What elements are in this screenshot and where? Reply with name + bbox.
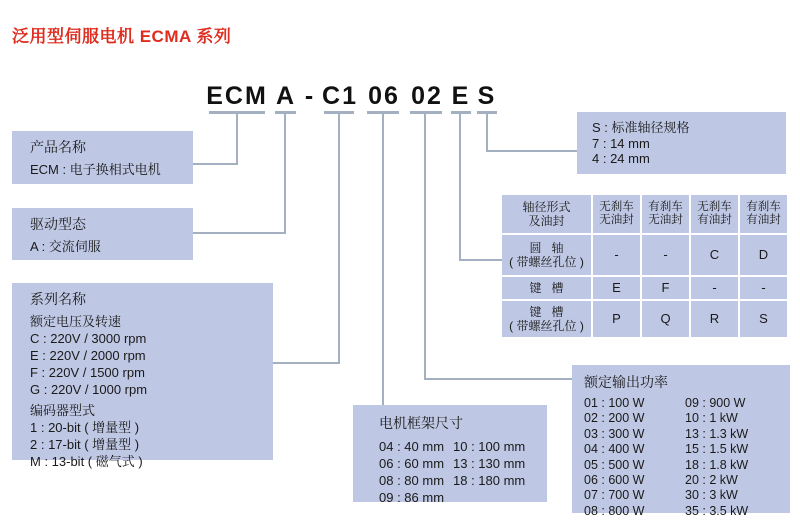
cell-value: D <box>758 247 769 262</box>
frame-size-item: 04 : 40 mm <box>379 439 445 454</box>
code-segment-ecm: ECM <box>206 82 268 110</box>
row-label-line: 键 槽 <box>529 281 564 295</box>
header-line: 无油封 <box>599 214 634 226</box>
frame-size-column-1 <box>379 438 444 506</box>
corner-line: 轴径形式 <box>522 200 571 214</box>
output-power-item: 35 : 3.5 kW <box>685 503 749 518</box>
encoder-item: M : 13-bit ( 磁气式 ) <box>30 454 143 469</box>
table-cell <box>593 235 640 275</box>
cell-value: - <box>614 247 619 262</box>
encoder-subtitle: 编码器型式 <box>30 403 96 418</box>
header-line: 有刹车 <box>746 200 781 213</box>
table-cell <box>642 235 689 275</box>
table-cell <box>740 235 787 275</box>
header-line: 无刹车 <box>697 200 732 213</box>
drive-type-title: 驱动型态 <box>30 216 86 232</box>
output-power-item: 30 : 3 kW <box>685 488 738 503</box>
frame-size-item: 08 : 80 mm <box>379 473 445 488</box>
encoder-item: 1 : 20-bit ( 增量型 ) <box>30 420 140 435</box>
shaft-oil-seal-table <box>502 195 787 337</box>
output-power-item: 09 : 900 W <box>685 396 746 410</box>
cell-value: - <box>712 280 717 295</box>
connector-ecm-vertical <box>236 111 238 165</box>
table-corner-cell <box>502 195 591 233</box>
frame-size-item: 13 : 130 mm <box>453 456 526 471</box>
connector-c1-vertical <box>338 111 340 364</box>
table-cell <box>642 301 689 337</box>
encoder-item: 2 : 17-bit ( 增量型 ) <box>30 437 140 452</box>
box-series-name <box>12 283 273 469</box>
frame-size-title: 电机框架尺寸 <box>379 415 463 431</box>
connector-a-vertical <box>284 111 286 234</box>
code-segment-a: A <box>275 82 297 110</box>
box-output-power <box>572 365 790 518</box>
table-header-cell <box>740 195 787 233</box>
shaft-spec-line: 4 : 24 mm <box>592 151 650 166</box>
table-cell <box>691 277 738 299</box>
connector-s-vertical <box>486 111 488 152</box>
code-segment-s: S <box>477 82 497 110</box>
cell-value: - <box>761 280 766 295</box>
series-name-title: 系列名称 <box>30 291 86 307</box>
connector-06-vertical <box>382 111 384 406</box>
code-segment-e: E <box>451 82 471 110</box>
code-segment-06: 06 <box>368 82 400 110</box>
output-power-item: 15 : 1.5 kW <box>685 442 749 457</box>
header-line: 无刹车 <box>599 200 634 213</box>
voltage-item: E : 220V / 2000 rpm <box>30 348 146 363</box>
code-underline-02 <box>410 111 442 114</box>
table-cell <box>593 277 640 299</box>
product-name-line: ECM : 电子换相式电机 <box>30 162 161 177</box>
output-power-column-2 <box>685 396 748 519</box>
table-header-cell <box>593 195 640 233</box>
box-drive-type <box>12 208 193 260</box>
output-power-item: 01 : 100 W <box>584 396 645 410</box>
box-shaft-spec <box>577 112 786 174</box>
product-name-title: 产品名称 <box>30 139 86 155</box>
shaft-spec-line: 7 : 14 mm <box>592 135 650 151</box>
shaft-spec-line: S : 标准轴径规格 <box>592 120 690 135</box>
table-row-label <box>502 301 591 337</box>
output-power-item: 02 : 200 W <box>584 411 645 426</box>
output-power-item: 06 : 600 W <box>584 473 645 488</box>
table-cell <box>642 277 689 299</box>
connector-02-vertical <box>424 111 426 380</box>
header-line: 有刹车 <box>648 200 683 213</box>
table-row-label <box>502 277 591 299</box>
header-line: 无油封 <box>648 214 683 226</box>
header-line: 有油封 <box>697 214 732 226</box>
voltage-item: C : 220V / 3000 rpm <box>30 331 147 346</box>
code-underline-e <box>451 111 471 114</box>
frame-size-item: 18 : 180 mm <box>453 473 526 488</box>
cell-value: E <box>612 280 621 295</box>
output-power-title: 额定输出功率 <box>584 374 668 390</box>
output-power-item: 13 : 1.3 kW <box>685 426 749 441</box>
connector-02-horizontal <box>424 378 572 380</box>
connector-e-vertical <box>459 111 461 261</box>
connector-s-horizontal <box>486 150 577 152</box>
cell-value: R <box>709 311 720 326</box>
corner-line: 及油封 <box>528 214 565 228</box>
drive-type-line: A : 交流伺服 <box>30 239 101 254</box>
cell-value: P <box>612 311 621 326</box>
code-segment-02: 02 <box>411 82 443 110</box>
frame-size-item: 09 : 86 mm <box>379 490 445 505</box>
connector-c1-horizontal <box>273 362 340 364</box>
output-power-item: 05 : 500 W <box>584 457 645 472</box>
box-frame-size <box>353 405 547 505</box>
output-power-item: 04 : 400 W <box>584 442 645 457</box>
frame-size-item: 06 : 60 mm <box>379 456 445 471</box>
table-cell <box>691 235 738 275</box>
voltage-item: F : 220V / 1500 rpm <box>30 365 145 380</box>
code-segment-c1: C1 <box>322 82 358 110</box>
row-label-line: 圆 轴 <box>529 241 564 255</box>
table-cell <box>740 277 787 299</box>
row-label-line: 键 槽 <box>529 305 564 319</box>
output-power-item: 08 : 800 W <box>584 503 645 518</box>
voltage-subtitle: 额定电压及转速 <box>30 314 122 329</box>
page-title: 泛用型伺服电机 ECMA 系列 <box>12 27 232 46</box>
frame-size-item: 10 : 100 mm <box>453 439 526 454</box>
table-header-cell <box>691 195 738 233</box>
row-label-line: ( 带螺丝孔位 ) <box>509 319 584 333</box>
table-cell <box>593 301 640 337</box>
connector-e-horizontal <box>459 259 502 261</box>
cell-value: C <box>709 247 720 262</box>
output-power-item: 10 : 1 kW <box>685 411 738 426</box>
table-cell <box>740 301 787 337</box>
cell-value: S <box>759 311 768 326</box>
connector-ecm-horizontal <box>193 163 238 165</box>
table-cell <box>691 301 738 337</box>
voltage-item: G : 220V / 1000 rpm <box>30 382 148 397</box>
box-product-name <box>12 131 193 184</box>
cell-value: F <box>661 280 670 295</box>
output-power-item: 20 : 2 kW <box>685 473 738 488</box>
frame-size-column-2 <box>453 438 525 489</box>
connector-a-horizontal <box>193 232 286 234</box>
cell-value: - <box>663 247 668 262</box>
output-power-item: 03 : 300 W <box>584 426 645 441</box>
header-line: 有油封 <box>746 214 781 226</box>
output-power-item: 07 : 700 W <box>584 488 645 503</box>
table-header-cell <box>642 195 689 233</box>
row-label-line: ( 带螺丝孔位 ) <box>509 255 584 269</box>
code-segment-dash: - <box>304 82 316 110</box>
table-row-label <box>502 235 591 275</box>
output-power-item: 18 : 1.8 kW <box>685 457 749 472</box>
cell-value: Q <box>660 311 671 326</box>
output-power-column-1 <box>584 396 644 519</box>
